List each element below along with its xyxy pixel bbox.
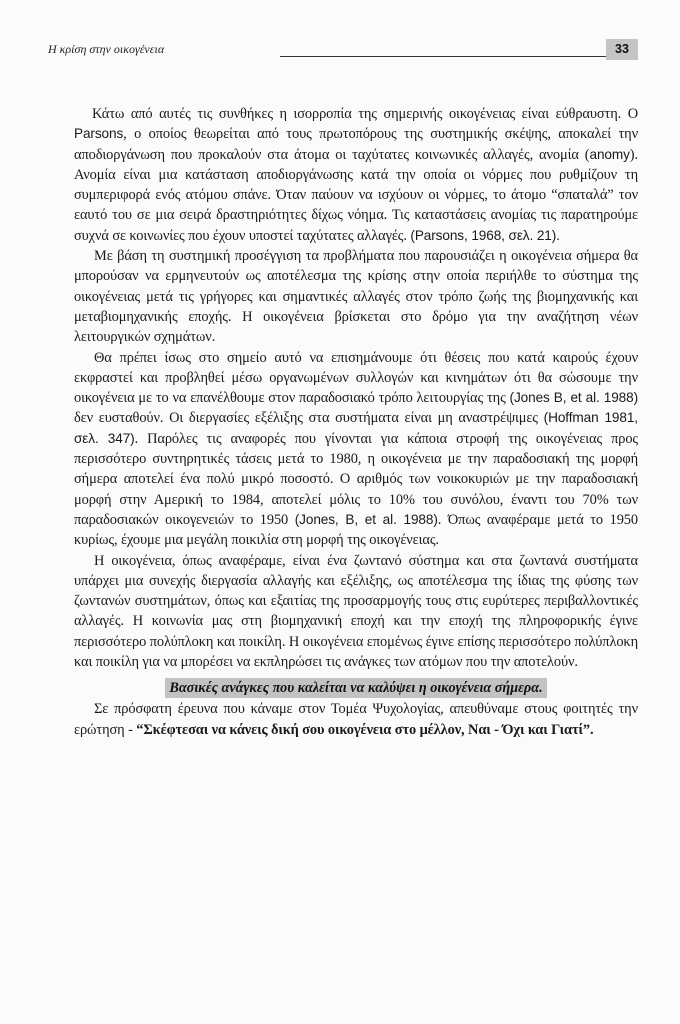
paragraph-text: Η οικογένεια, όπως αναφέραμε, είναι ένα ζωντανό σύστημα και στα ζωντανά συστήματα υπάρχει μια συνεχής διεργασία αλλαγής και εξέλιξης, ως αποτέλεσμα της ίδιας της φύσης των ζωντανών συστημάτων, όπως και εξαιτίας της προσαρμογής τους στις ευρύτερες περιβαλλοντικές αλλαγές. Η κοινωνία μας στη βιομηχανική εποχή και την εποχή της πληροφορικής έγινε περισσότερο πολύπλοκη και ποικίλη. Η οικογένεια επομένως έγινε επίσης περισσότερο πολύπλοκη και ποικίλη για να μπορέσει να εκπληρώσει τις ανάγκες των ατόμων που την αποτελούν. <box>74 552 638 671</box>
paragraphs <box>74 104 638 672</box>
running-header <box>48 42 638 64</box>
paragraph-text: ). Ανομία είναι μια κατάσταση αποδιοργάνωσης κατά την οποία οι νόρμες που ρυθμίζουν τη συμπεριφορά ενός ατόμου σπάνε. Όταν παύουν να ισχύουν οι νόρμες, το άτομο “σπαταλά” τον εαυτό του σε μια σειρά δραστηριότητες δίχως νόημα. Τις καταστάσεις ανομίας τις παρατηρούμε συχνά σε κοινωνίες που έχουν υποστεί ταχύτατες αλλαγές. <box>74 146 638 244</box>
paragraph-text: , ο οποίος θεωρείται από τους πρωτοπόρους της συστημικής σκέψης, αποκαλεί την αποδιοργάνωση που προκαλούν στα άτομα οι ταχύτατες κοινωνικές αλλαγές, ανομία ( <box>74 126 638 163</box>
paragraph-text: Κάτω από αυτές τις συνθήκες η ισορροπία της σημερινής οικογένειας είναι εύθραυστη. Ο <box>92 106 638 122</box>
paragraph-text: Θα πρέπει ίσως στο σημείο αυτό να επισημάνουμε ότι θέσεις που κατά καιρούς έχουν εκφραστεί και προβληθεί μέσω οργανωμένων συλλογών και κινημάτων ότι θα σώσουμε την οικογένεια με το να επανέλθουμε στον παραδοσιακό τρόπο λειτουργίας της <box>74 349 638 407</box>
citation-text: Parsons <box>74 126 124 142</box>
citation-text: (Hoffman 1981, σελ. 347) <box>74 410 638 446</box>
body-text <box>74 104 638 740</box>
paragraph-text: Με βάση τη συστημική προσέγγιση τα προβλήματα που παρουσιάζει η οικογένεια σήμερα θα μπορούσαν να ερμηνευτούν ως αποτέλεσμα της κρίσης στην οποία περιήλθε το σύστημα της οικογένειας μετά τις γρήγορες και σημαντικές αλλαγές στον τρόπο ζωής της βιομηχανικής και μεταβιομηχανικής εποχής. Η οικογένεια βρίσκεται στο δρόμο για την αναζήτηση νέων λειτουργικών σχημάτων. <box>74 248 638 346</box>
paragraph-text: δεν ευσταθούν. Οι διεργασίες εξέλιξης στα συστήματα είναι μη αναστρέψιμες <box>74 410 544 427</box>
paragraph <box>74 551 638 673</box>
section-heading: Βασικές ανάγκες που καλείται να καλύψει η οικογένεια σήμερα. <box>165 678 546 698</box>
citation-text: anomy <box>589 146 630 162</box>
citation-text: (Jones, B, et al. 1988) <box>294 511 438 527</box>
final-paragraph <box>74 699 638 740</box>
header-rule <box>280 56 632 57</box>
paragraph-text: . Όπως αναφέραμε μετά το 1950 κυρίως, έχουμε μια μεγάλη ποικιλία στη μορφή της οικογένειας. <box>74 511 638 549</box>
survey-question: “Σκέφτεσαι να κάνεις δική σου οικογένεια στο μέλλον, Ναι - Όχι και Γιατί”. <box>136 721 594 738</box>
paragraph-text: . Παρόλες τις αναφορές που γίνονται για κάποια στροφή της οικογένειας προς περισσότερο συντηρητικές τάσεις μετά το 1980, η οικογένεια με την παραδοσιακή της μορφή σήμερα αποτελεί ένα πολύ μικρό ποσοστό. Ο αριθμός των νοικοκυριών με την παραδοσιακή μορφή στην Αμερική το 1984, αποτελεί μόλις το 10% του συνόλου, έναντι του 70% των παραδοσιακών οικογενειών το 1950 <box>74 430 639 528</box>
page-number: 33 <box>606 39 638 60</box>
section-heading-row <box>74 678 638 698</box>
citation-text: (Jones B, et al. 1988) <box>509 390 639 406</box>
paragraph <box>74 104 638 246</box>
paragraph-text: Σε πρόσφατη έρευνα που κάναμε στον Τομέα Ψυχολογίας, απευθύναμε στους φοιτητές την ερώτηση - <box>74 701 638 738</box>
running-title: Η κρίση στην οικογένεια <box>48 42 165 56</box>
paragraph <box>74 348 638 551</box>
citation-text: (Parsons, 1968, σελ. 21). <box>410 227 560 243</box>
paragraph <box>74 246 638 347</box>
